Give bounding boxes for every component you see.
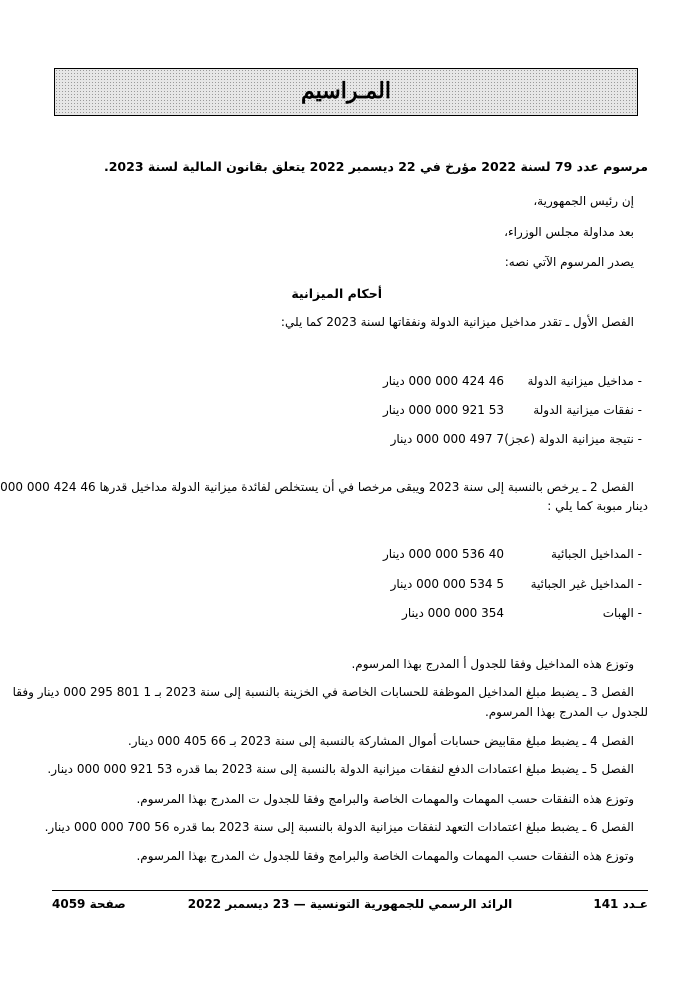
budget-row-value: 53 921 000 000 دينار bbox=[382, 403, 504, 417]
section-heading: أحكام الميزانية bbox=[291, 286, 382, 301]
budget-row-label: - نفقات ميزانية الدولة bbox=[533, 403, 642, 417]
section-banner bbox=[54, 68, 638, 116]
article-1: الفصل الأول ـ تقدر مداخيل ميزانية الدولة ونفقاتها لسنة 2023 كما يلي: bbox=[280, 315, 634, 329]
footer-rule bbox=[52, 890, 648, 891]
article-3-line-1: الفصل 3 ـ يضبط مبلغ المداخيل الموظفة للحسابات الخاصة في الخزينة بالنسبة إلى سنة 2023 بـ 1 801 295 000 دينار وفقا bbox=[12, 685, 634, 699]
revenue-row-label: - المداخيل الجبائية bbox=[550, 547, 642, 561]
budget-row-label: - نتيجة ميزانية الدولة (عجز) bbox=[504, 432, 642, 446]
budget-row-value: 7 497 000 000 دينار bbox=[390, 432, 504, 446]
distribution-note-2: وتوزع هذه النفقات حسب المهمات والمهمات الخاصة والبرامج وفقا للجدول ت المدرج بهذا المرسوم. bbox=[136, 792, 634, 806]
article-6: الفصل 6 ـ يضبط مبلغ اعتمادات التعهد لنفقات ميزانية الدولة بالنسبة إلى سنة 2023 بما قدره 56 700 000 000 دينار. bbox=[44, 820, 634, 834]
preamble-line-3: يصدر المرسوم الآتي نصه: bbox=[504, 255, 634, 269]
preamble-line-1: إن رئيس الجمهورية، bbox=[533, 194, 634, 208]
footer-journal: الرائد الرسمي للجمهورية التونسية — 23 ديسمبر 2022 bbox=[187, 897, 513, 911]
distribution-note-3: وتوزع هذه النفقات حسب المهمات والمهمات الخاصة والبرامج وفقا للجدول ث المدرج بهذا المرسوم. bbox=[136, 849, 634, 863]
revenue-row-label: - الهبات bbox=[602, 606, 642, 620]
article-4: الفصل 4 ـ يضبط مبلغ مقابيض حسابات أموال المشاركة بالنسبة إلى سنة 2023 بـ 66 405 000 دينار. bbox=[127, 734, 634, 748]
budget-row-value: 46 424 000 000 دينار bbox=[382, 374, 504, 388]
preamble-line-2: بعد مداولة مجلس الوزراء، bbox=[504, 225, 634, 239]
article-3-line-2: للجدول ب المدرج بهذا المرسوم. bbox=[484, 705, 648, 719]
decree-title: مرسوم عدد 79 لسنة 2022 مؤرخ في 22 ديسمبر 2022 يتعلق بقانون المالية لسنة 2023. bbox=[103, 159, 648, 174]
distribution-note-1: وتوزع هذه المداخيل وفقا للجدول أ المدرج بهذا المرسوم. bbox=[351, 657, 634, 671]
footer-issue-number: عـدد 141 bbox=[593, 897, 648, 911]
article-2-line-2: دينار مبوبة كما يلي : bbox=[547, 499, 648, 513]
revenue-row-value: 40 536 000 000 دينار bbox=[382, 547, 504, 561]
banner-title: المـراسيم bbox=[301, 78, 391, 104]
revenue-row-value: 5 534 000 000 دينار bbox=[390, 577, 504, 591]
budget-row-label: - مداخيل ميزانية الدولة bbox=[527, 374, 642, 388]
revenue-row-value: 354 000 000 دينار bbox=[402, 606, 504, 620]
revenue-row-label: - المداخيل غير الجبائية bbox=[530, 577, 642, 591]
article-2-line-1: الفصل 2 ـ يرخص بالنسبة إلى سنة 2023 ويبقى مرخصا في أن يستخلص لفائدة ميزانية الدولة مداخيل قدرها 46 424 000 000 bbox=[0, 480, 634, 494]
footer-page-number: صفحة 4059 bbox=[52, 897, 126, 911]
article-5: الفصل 5 ـ يضبط مبلغ اعتمادات الدفع لنفقات ميزانية الدولة بالنسبة إلى سنة 2023 بما قدره 53 921 000 000 دينار. bbox=[47, 762, 634, 776]
